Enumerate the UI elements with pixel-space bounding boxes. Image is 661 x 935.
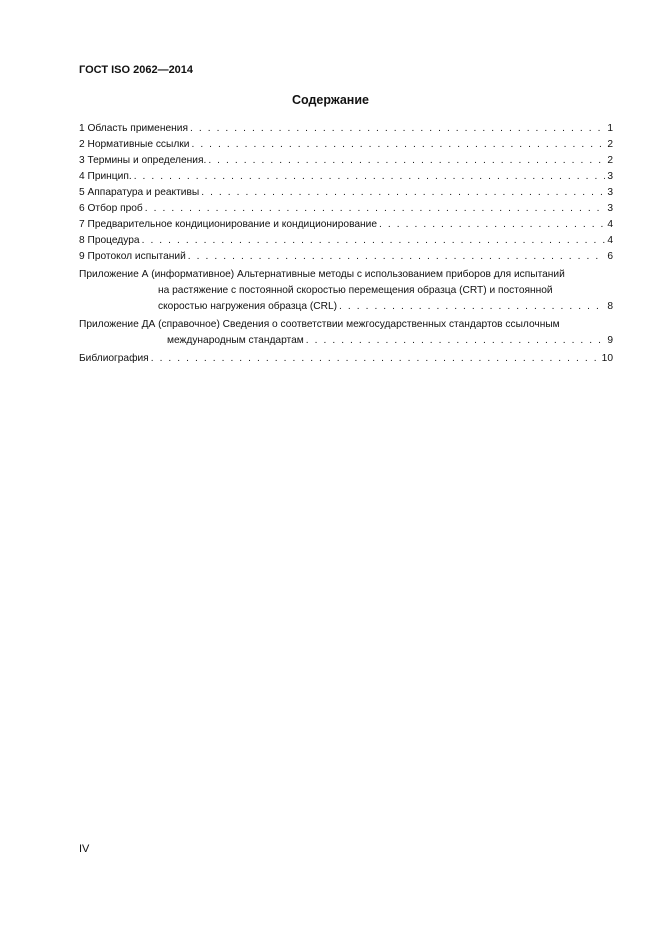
toc-entry-appendix-a[interactable] (79, 267, 613, 315)
toc-entry-label: Приложение ДА (справочное) Сведения о соответствии межгосударственных стандартов ссылочным (79, 319, 560, 330)
toc-entry-5[interactable] (79, 185, 613, 201)
toc-leader-dots (306, 333, 606, 349)
toc-entry-appendix-da[interactable] (79, 317, 613, 349)
toc-entry-3[interactable] (79, 153, 613, 169)
toc-entry-label: 5 Аппаратура и реактивы (79, 187, 200, 198)
toc-entry-label-continued: скоростью нагружения образца (CRL) (158, 301, 337, 312)
toc-entry-label: 3 Термины и определения. (79, 155, 207, 166)
toc-entry-7[interactable] (79, 217, 613, 233)
toc-entry-page: 2 (607, 139, 613, 150)
toc-leader-dots (191, 137, 605, 153)
toc-leader-dots (142, 233, 606, 249)
toc-entry-page: 3 (607, 171, 613, 182)
toc-entry-page: 4 (607, 235, 613, 246)
toc-entry-page: 4 (607, 219, 613, 230)
toc-leader-dots (134, 169, 606, 185)
toc-entry-1[interactable] (79, 121, 613, 137)
toc-leader-dots (151, 351, 600, 367)
toc-entry-page: 8 (607, 301, 613, 312)
toc-leader-dots (188, 249, 606, 265)
toc-entry-bibliography[interactable] (79, 351, 613, 367)
toc-entry-page: 2 (607, 155, 613, 166)
toc-entry-label: 2 Нормативные ссылки (79, 139, 190, 150)
toc-leader-dots (208, 153, 605, 169)
toc-entry-4[interactable] (79, 169, 613, 185)
toc-entry-label: 4 Принцип. (79, 171, 132, 182)
document-code: ГОСТ ISO 2062—2014 (79, 64, 194, 76)
toc-entry-last-line (79, 333, 613, 349)
toc-entry-2[interactable] (79, 137, 613, 153)
toc-leader-dots (201, 185, 605, 201)
toc-title: Содержание (291, 93, 369, 107)
toc-entry-page: 3 (607, 187, 613, 198)
toc-entry-label: 9 Протокол испытаний (79, 251, 186, 262)
toc-entry-last-line (79, 299, 613, 315)
toc-entry-label-continued: на растяжение с постоянной скоростью перемещения образца (CRT) и постоянной (158, 285, 553, 296)
toc-entry-8[interactable] (79, 233, 613, 249)
toc-entry-page: 10 (601, 353, 613, 364)
toc-leader-dots (339, 299, 605, 315)
toc-entry-page: 1 (607, 123, 613, 134)
toc-entry-6[interactable] (79, 201, 613, 217)
table-of-contents (79, 121, 613, 367)
toc-entry-label: 1 Область применения (79, 123, 188, 134)
toc-entry-label: Библиография (79, 353, 149, 364)
page-number: IV (79, 843, 90, 855)
toc-entry-label: 6 Отбор проб (79, 203, 143, 214)
toc-entry-label-continued: международным стандартам (167, 335, 304, 346)
toc-entry-label: 7 Предварительное кондиционирование и кондиционирование (79, 219, 378, 230)
toc-leader-dots (145, 201, 606, 217)
toc-leader-dots (190, 121, 605, 137)
toc-entry-page: 9 (607, 335, 613, 346)
toc-leader-dots (379, 217, 605, 233)
toc-entry-9[interactable] (79, 249, 613, 265)
toc-entry-label: 8 Процедура (79, 235, 140, 246)
toc-entry-page: 6 (607, 251, 613, 262)
toc-entry-page: 3 (607, 203, 613, 214)
toc-entry-label: Приложение А (информативное) Альтернативные методы с использованием приборов для испытаний (79, 269, 565, 280)
